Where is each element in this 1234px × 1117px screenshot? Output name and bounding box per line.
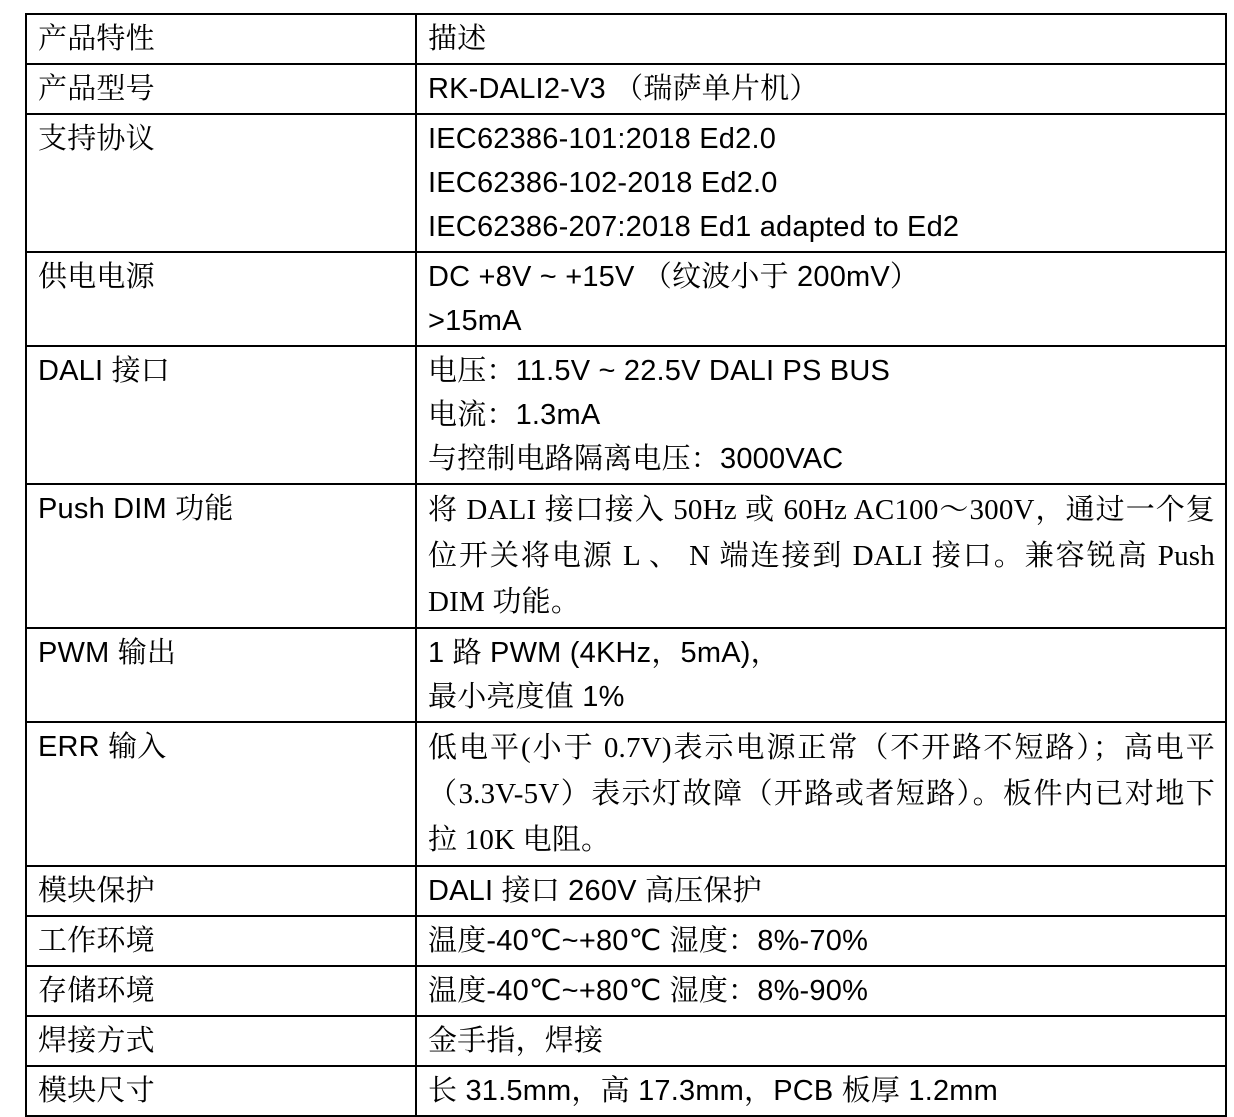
- row-label-power-supply: 供电电源: [26, 252, 416, 346]
- value-line: 温度-40℃~+80℃ 湿度：8%-70%: [428, 925, 869, 957]
- value-line: 温度-40℃~+80℃ 湿度：8%-90%: [428, 975, 869, 1007]
- value-line: 长 31.5mm，高 17.3mm，PCB 板厚 1.2mm: [428, 1075, 998, 1107]
- table-row: [26, 64, 1226, 114]
- value-line: RK-DALI2-V3 （瑞萨单片机）: [428, 73, 819, 105]
- table-row: [26, 628, 1226, 722]
- row-value-model: [416, 64, 1226, 114]
- table-row: [26, 916, 1226, 966]
- value-line: DALI 接口 260V 高压保护: [428, 875, 762, 907]
- table-row: [26, 1016, 1226, 1066]
- value-line: 电流：1.3mA: [428, 399, 601, 431]
- value-line: DC +8V ~ +15V （纹波小于 200mV）: [428, 261, 920, 293]
- row-label-pwm-output: PWM 输出: [26, 628, 416, 722]
- row-label-protocols: 支持协议: [26, 114, 416, 252]
- header-description-cell: 描述: [416, 14, 1226, 64]
- table-row: [26, 866, 1226, 916]
- value-paragraph: 将 DALI 接口接入 50Hz 或 60Hz AC100～300V，通过一个复位开关将电源 L 、 N 端连接到 DALI 接口。兼容锐高 Push DIM 功能。: [428, 494, 1215, 618]
- row-label-soldering: 焊接方式: [26, 1016, 416, 1066]
- row-value-protocols: [416, 114, 1226, 252]
- table-row: [26, 1066, 1226, 1116]
- table-row: [26, 346, 1226, 484]
- row-value-err-input: [416, 722, 1226, 866]
- row-value-storage-env: [416, 966, 1226, 1016]
- header-feature-cell: 产品特性: [26, 14, 416, 64]
- table-row: [26, 252, 1226, 346]
- value-line: IEC62386-102-2018 Ed2.0: [428, 167, 778, 199]
- value-line: 电压：11.5V ~ 22.5V DALI PS BUS: [428, 355, 891, 387]
- table-row: [26, 114, 1226, 252]
- row-value-module-protection: [416, 866, 1226, 916]
- value-line: 1 路 PWM (4KHz，5mA)，: [428, 637, 780, 669]
- table-row: [26, 722, 1226, 866]
- row-label-push-dim: Push DIM 功能: [26, 484, 416, 628]
- row-label-err-input: ERR 输入: [26, 722, 416, 866]
- value-line: IEC62386-207:2018 Ed1 adapted to Ed2: [428, 211, 960, 243]
- row-label-operating-env: 工作环境: [26, 916, 416, 966]
- row-value-operating-env: [416, 916, 1226, 966]
- value-line: 最小亮度值 1%: [428, 681, 625, 713]
- row-label-model: 产品型号: [26, 64, 416, 114]
- row-value-soldering: [416, 1016, 1226, 1066]
- value-line: IEC62386-101:2018 Ed2.0: [428, 123, 777, 155]
- row-value-push-dim: [416, 484, 1226, 628]
- row-label-dali-interface: DALI 接口: [26, 346, 416, 484]
- table-header-row: [26, 14, 1226, 64]
- table-row: [26, 484, 1226, 628]
- row-value-pwm-output: [416, 628, 1226, 722]
- product-spec-table: [25, 13, 1227, 1117]
- value-line: >15mA: [428, 305, 522, 337]
- value-paragraph: 低电平(小于 0.7V)表示电源正常（不开路不短路）；高电平（3.3V-5V）表示灯故障（开路或者短路）。板件内已对地下拉 10K 电阻。: [428, 732, 1215, 856]
- value-line: 金手指，焊接: [428, 1025, 604, 1057]
- table-row: [26, 966, 1226, 1016]
- row-value-dali-interface: [416, 346, 1226, 484]
- row-label-storage-env: 存储环境: [26, 966, 416, 1016]
- row-label-module-protection: 模块保护: [26, 866, 416, 916]
- row-label-module-size: 模块尺寸: [26, 1066, 416, 1116]
- row-value-power-supply: [416, 252, 1226, 346]
- value-line: 与控制电路隔离电压：3000VAC: [428, 443, 844, 475]
- row-value-module-size: [416, 1066, 1226, 1116]
